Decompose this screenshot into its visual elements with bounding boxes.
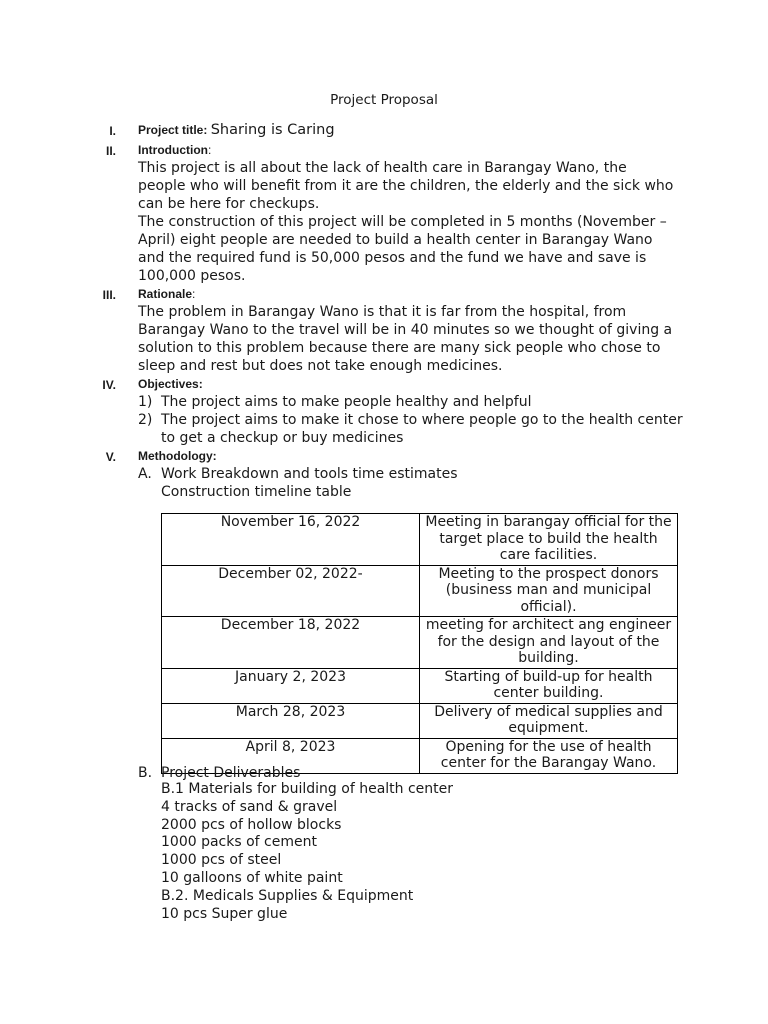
timeline-activity: Opening for the use of health center for the Barangay Wano. — [420, 738, 678, 773]
methodology-heading — [138, 449, 217, 463]
deliverable-line: 1000 packs of cement — [161, 834, 317, 851]
table-row — [162, 514, 678, 566]
methodology-item-a — [138, 465, 683, 483]
introduction-paragraph-2: The construction of this project will be completed in 5 months (November – April) eight people are needed to build a health center in Barangay Wano and the required fund is 50,000 pesos and the fund we have and save is 100,000 pesos. — [138, 214, 667, 284]
introduction-label: Introduction — [138, 143, 208, 157]
objectives-heading — [138, 377, 203, 391]
table-row — [162, 668, 678, 703]
table-caption-row — [138, 483, 683, 501]
methodology-a-text: Work Breakdown and tools time estimates — [161, 466, 458, 482]
table-row — [162, 617, 678, 669]
timeline-activity: Meeting in barangay official for the target place to build the health care facilities. — [420, 514, 678, 566]
project-title-row: Project title: Sharing is Caring — [138, 122, 335, 138]
rationale-body — [138, 303, 673, 375]
timeline-date: December 02, 2022- — [162, 565, 420, 617]
section-number-introduction: II. — [105, 144, 116, 158]
deliverable-line: 10 galloons of white paint — [161, 869, 343, 886]
methodology-b-text: Project Deliverables — [161, 765, 301, 781]
construction-timeline-table — [161, 513, 678, 774]
deliverable-line: B.1 Materials for building of health center — [161, 781, 454, 797]
deliverable-line: 10 pcs Super glue — [161, 905, 288, 922]
methodology-a-marker: A. — [138, 466, 152, 482]
objective-item — [138, 393, 683, 411]
document-title: Project Proposal — [330, 92, 438, 108]
objective-item — [138, 411, 683, 447]
table-row — [162, 565, 678, 617]
deliverable-line: 4 tracks of sand & gravel — [161, 798, 338, 815]
methodology-item-b — [138, 764, 683, 782]
project-title-label: Project title — [138, 123, 204, 137]
deliverable-line: 2000 pcs of hollow blocks — [161, 816, 342, 833]
timeline-activity: Delivery of medical supplies and equipment. — [420, 703, 678, 738]
project-title-value: Sharing is Caring — [210, 122, 335, 138]
section-number-rationale: III. — [102, 288, 116, 302]
objective-marker: 2) — [138, 412, 153, 428]
section-number-objectives: IV. — [102, 378, 116, 392]
timeline-date: December 18, 2022 — [162, 617, 420, 669]
methodology-b-marker: B. — [138, 765, 153, 781]
timeline-activity: Meeting to the prospect donors (business man and municipal official). — [420, 565, 678, 617]
methodology-label: Methodology: — [138, 449, 217, 463]
section-number-project-title: I. — [109, 124, 116, 138]
timeline-date: March 28, 2023 — [162, 703, 420, 738]
timeline-activity: Starting of build-up for health center building. — [420, 668, 678, 703]
objectives-list — [138, 393, 683, 447]
section-number-methodology: V. — [105, 450, 116, 464]
timeline-date: January 2, 2023 — [162, 668, 420, 703]
rationale-heading: Rationale: — [138, 287, 196, 301]
timeline-date: April 8, 2023 — [162, 738, 420, 773]
introduction-heading: Introduction: — [138, 143, 212, 157]
rationale-label: Rationale — [138, 287, 193, 301]
table-row — [162, 703, 678, 738]
introduction-paragraph-1: This project is all about the lack of health care in Barangay Wano, the people who will benefit from it are the children, the elderly and the sick who can be here for checkups. — [138, 160, 674, 212]
deliverables-list — [161, 781, 453, 923]
objective-marker: 1) — [138, 394, 153, 410]
table-caption: Construction timeline table — [161, 484, 352, 500]
deliverable-line: B.2. Medicals Supplies & Equipment — [161, 887, 414, 904]
introduction-body — [138, 159, 678, 285]
objective-text: The project aims to make people healthy and helpful — [161, 394, 532, 410]
methodology-part-b — [138, 764, 683, 782]
timeline-activity: meeting for architect ang engineer for the design and layout of the building. — [420, 617, 678, 669]
rationale-paragraph: The problem in Barangay Wano is that it is far from the hospital, from Barangay Wano to the travel will be in 40 minutes so we thought of giving a solution to this problem because there are many sick people who chose to sleep and rest but does not take enough medicines. — [138, 304, 673, 374]
objectives-label: Objectives: — [138, 377, 203, 391]
deliverable-line: 1000 pcs of steel — [161, 852, 282, 869]
objective-text: The project aims to make it chose to where people go to the health center to get a checkup or buy medicines — [161, 412, 683, 446]
timeline-date: November 16, 2022 — [162, 514, 420, 566]
methodology-part-a — [138, 465, 683, 501]
